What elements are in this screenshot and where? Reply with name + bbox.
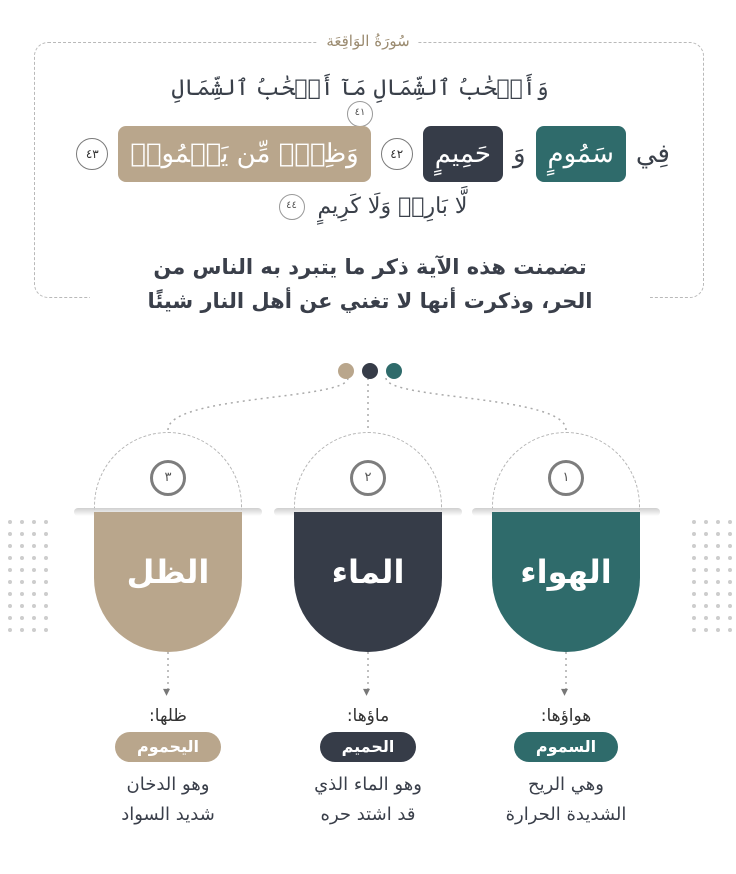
label-water (283, 706, 453, 830)
arrow-down-icon: ▾ (363, 684, 371, 700)
label-title: هواؤها: (540, 706, 592, 726)
label-pill: اليحموم (115, 732, 221, 762)
verse-42-prefix: فِي (635, 139, 670, 169)
verse-42-mid: وَ (512, 139, 526, 169)
label-desc-line-1: وهو الدخان (126, 774, 210, 795)
caption-line-1: تضمنت هذه الآية ذكر ما يتبرد به الناس من (153, 255, 587, 279)
label-desc (83, 770, 253, 830)
verse-44-text: لَّا بَارِدٖ وَلَا كَرِيمٍ (317, 194, 468, 219)
surah-title: سُورَةُ الوَاقِعَة (318, 28, 418, 54)
word-hamim-chip: حَمِيمٍ (423, 126, 503, 182)
ayah-number-44: ٤٤ (279, 194, 305, 220)
tan-dot (338, 363, 354, 379)
ayah-number-41: ٤١ (347, 101, 373, 127)
label-desc (283, 770, 453, 830)
label-pill: الحميم (320, 732, 417, 762)
label-desc-line-2: الشديدة الحرارة (505, 804, 627, 825)
color-dots (338, 363, 402, 379)
label-pill: السموم (514, 732, 618, 762)
card-number: ٣ (150, 460, 186, 496)
label-shade (83, 706, 253, 830)
card-number: ١ (548, 460, 584, 496)
card-title: الهواء (492, 512, 640, 652)
word-zill-chip: وَظِلّٖ مِّن يَحۡمُومٖ (118, 126, 370, 182)
card-air (492, 432, 640, 652)
verse-41-text: وَأَصۡحَٰبُ ٱلشِّمَالِ مَآ أَصۡحَٰبُ ٱلشِّمَالِ (171, 76, 549, 101)
ayah-number-43: ٤٣ (76, 138, 108, 170)
label-desc-line-1: وهو الماء الذي (314, 774, 422, 795)
teal-dot (386, 363, 402, 379)
card-number: ٢ (350, 460, 386, 496)
arrow-down-icon: ▾ (163, 684, 171, 700)
word-samum-chip: سَمُومٍ (536, 126, 626, 182)
label-title: ماؤها: (346, 706, 390, 726)
label-desc-line-1: وهي الريح (528, 774, 604, 795)
dark-dot (362, 363, 378, 379)
card-title: الظل (94, 512, 242, 652)
dot-grid-right (692, 520, 732, 632)
card-title: الماء (294, 512, 442, 652)
label-title: ظلها: (149, 706, 187, 726)
card-shade (94, 432, 242, 652)
dot-grid-left (8, 520, 48, 632)
card-water (294, 432, 442, 652)
label-air (481, 706, 651, 830)
caption-line-2: الحر، وذكرت أنها لا تغني عن أهل النار شيئًا (147, 289, 593, 313)
label-desc-line-2: قد اشتد حره (320, 804, 416, 825)
arrow-down-icon: ▾ (561, 684, 569, 700)
label-desc (481, 770, 651, 830)
ayah-number-42: ٤٢ (381, 138, 413, 170)
label-desc-line-2: شديد السواد (121, 804, 215, 825)
